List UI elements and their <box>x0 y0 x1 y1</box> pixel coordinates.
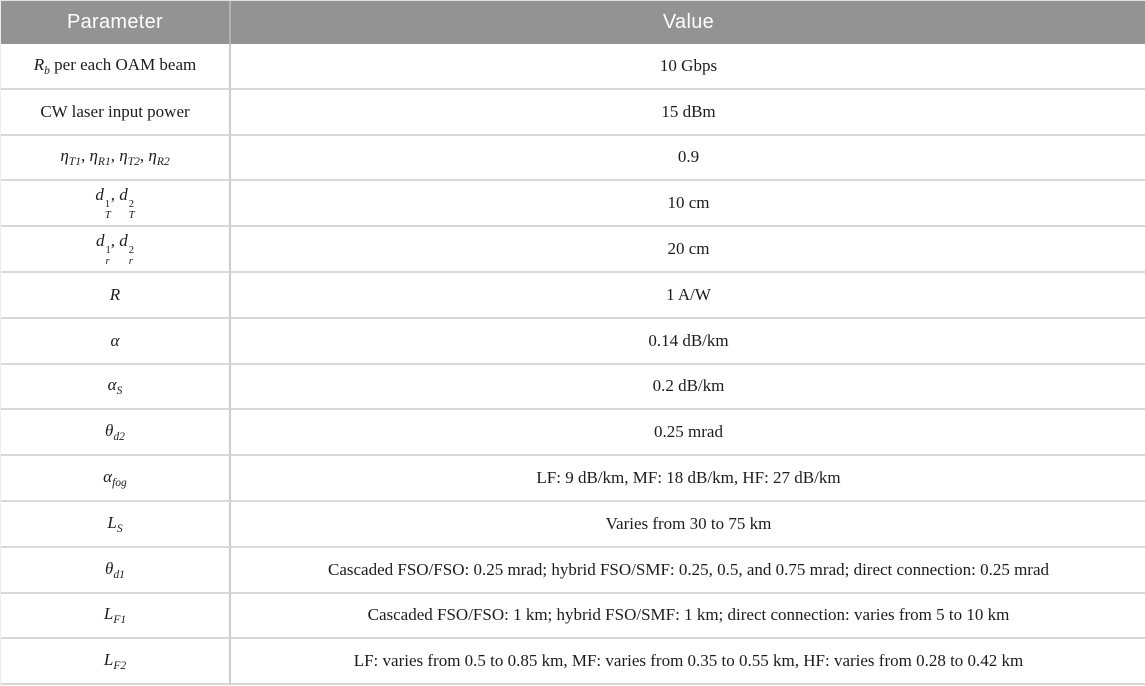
value-cell: 0.2 dB/km <box>231 365 1145 411</box>
parameter-cell <box>1 502 231 548</box>
parameter-text-segment: , <box>110 231 120 251</box>
parameter-text-segment: S <box>116 521 123 535</box>
table-row <box>1 365 1145 411</box>
value-cell: 0.9 <box>231 136 1145 182</box>
parameter-cell <box>1 181 231 227</box>
parameter-text-segment: d1 <box>113 567 125 581</box>
parameter-cell <box>1 319 231 365</box>
parameter-text-segment: θ <box>105 421 114 441</box>
parameter-text-segment: d <box>119 231 128 251</box>
parameter-cell <box>1 44 231 90</box>
superscript-subscript-stack: 1 r <box>105 244 111 267</box>
parameter-cell <box>1 639 231 685</box>
parameter-text-segment: R <box>109 284 121 304</box>
parameter-cell <box>1 227 231 273</box>
parameter-text-segment: L <box>107 512 117 532</box>
table-row <box>1 319 1145 365</box>
value-cell: 10 cm <box>231 181 1145 227</box>
value-cell: 0.14 dB/km <box>231 319 1145 365</box>
table-row <box>1 90 1145 136</box>
parameter-text-segment: L <box>103 650 114 670</box>
parameter-text-segment: d <box>95 231 105 251</box>
table-row <box>1 44 1145 90</box>
table-row <box>1 227 1145 273</box>
parameter-text-segment: d2 <box>113 430 125 444</box>
value-cell: LF: varies from 0.5 to 0.85 km, MF: varies from 0.35 to 0.55 km, HF: varies from 0.28 to 0.42 km <box>231 639 1145 685</box>
parameter-cell <box>1 90 231 136</box>
parameter-text-segment: η <box>89 146 98 166</box>
table-row <box>1 181 1145 227</box>
value-cell: LF: 9 dB/km, MF: 18 dB/km, HF: 27 dB/km <box>231 456 1145 502</box>
value-cell: Varies from 30 to 75 km <box>231 502 1145 548</box>
parameter-text-segment: , <box>110 146 120 166</box>
parameter-text-segment: b <box>44 63 50 77</box>
parameter-cell <box>1 273 231 319</box>
parameter-text-segment: θ <box>105 558 114 578</box>
parameter-text-segment: d <box>95 185 104 205</box>
parameter-text-segment: , <box>139 146 149 166</box>
parameter-text-segment: S <box>116 384 123 398</box>
parameter-text-segment: η <box>119 146 128 166</box>
parameter-text-segment: fog <box>112 476 127 490</box>
parameter-text-segment: R <box>33 54 45 74</box>
parameter-text-segment: α <box>103 467 113 487</box>
table-row <box>1 273 1145 319</box>
table-row <box>1 639 1145 685</box>
table-row <box>1 502 1145 548</box>
value-cell: 20 cm <box>231 227 1145 273</box>
value-cell: 0.25 mrad <box>231 410 1145 456</box>
table-row <box>1 594 1145 640</box>
parameter-cell <box>1 365 231 411</box>
parameter-text-segment: α <box>110 330 120 350</box>
parameter-cell <box>1 548 231 594</box>
parameter-text-segment: L <box>103 604 114 624</box>
parameter-text-segment: F2 <box>113 659 127 673</box>
value-cell: 15 dBm <box>231 90 1145 136</box>
parameter-text-segment: F1 <box>113 613 127 627</box>
parameter-text-segment: T1 <box>68 155 81 169</box>
table-row <box>1 136 1145 182</box>
parameter-cell <box>1 410 231 456</box>
table-row <box>1 456 1145 502</box>
parameter-text-segment: η <box>148 146 157 166</box>
table-row <box>1 410 1145 456</box>
parameter-cell <box>1 594 231 640</box>
parameter-text-segment: CW laser input power <box>40 101 190 121</box>
parameter-cell <box>1 136 231 182</box>
parameter-cell <box>1 456 231 502</box>
superscript-subscript-stack: 2 T <box>128 198 135 222</box>
value-cell: 1 A/W <box>231 273 1145 319</box>
parameters-table <box>1 1 1145 685</box>
parameter-text-segment: , <box>80 146 90 166</box>
table-body <box>1 44 1145 685</box>
parameter-text-segment: R2 <box>156 155 170 169</box>
superscript-subscript-stack: 1 T <box>104 198 111 222</box>
parameter-text-segment: R1 <box>97 155 111 169</box>
value-cell: Cascaded FSO/FSO: 0.25 mrad; hybrid FSO/SMF: 0.25, 0.5, and 0.75 mrad; direct connection: 0.25 mrad <box>231 548 1145 594</box>
table-row <box>1 548 1145 594</box>
parameter-text-segment: , <box>110 185 120 205</box>
parameter-text-segment: η <box>60 146 69 166</box>
header-row <box>1 1 1145 44</box>
parameter-text-segment: per each OAM beam <box>49 54 197 74</box>
parameter-text-segment: α <box>107 375 117 395</box>
column-header-value: Value <box>231 1 1145 44</box>
column-header-parameter: Parameter <box>1 1 231 44</box>
parameter-text-segment: d <box>119 185 128 205</box>
superscript-subscript-stack: 2 r <box>128 244 135 267</box>
value-cell: 10 Gbps <box>231 44 1145 90</box>
value-cell: Cascaded FSO/FSO: 1 km; hybrid FSO/SMF: 1 km; direct connection: varies from 5 to 10 km <box>231 594 1145 640</box>
parameter-text-segment: T2 <box>127 155 140 169</box>
